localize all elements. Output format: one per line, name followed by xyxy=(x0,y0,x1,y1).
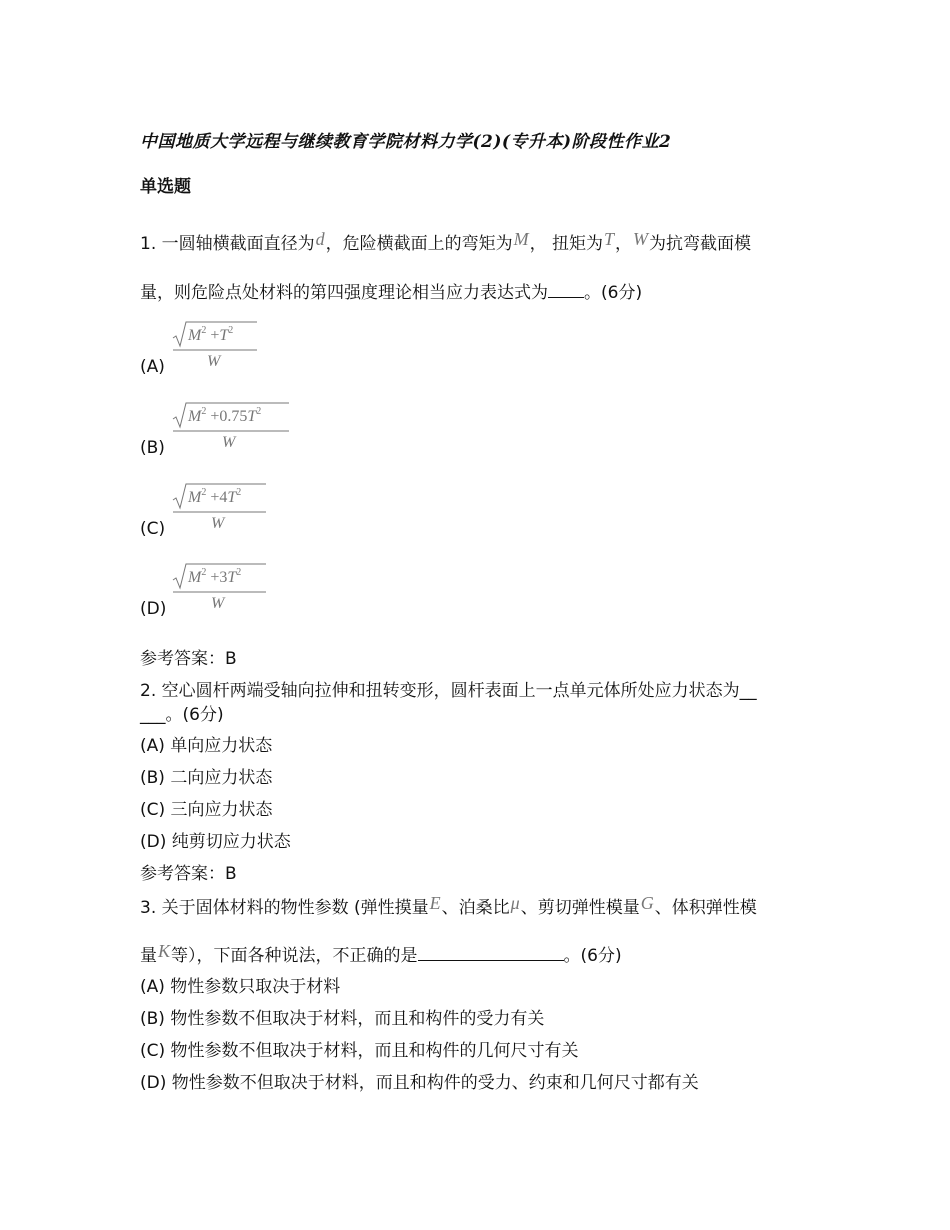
q1-text: ，危险横截面上的弯矩为 xyxy=(325,234,513,254)
denominator: W xyxy=(207,353,221,370)
q1-option-a-formula xyxy=(173,322,259,372)
q1-option-a-label: (A) xyxy=(140,357,165,377)
denominator: W xyxy=(211,595,225,612)
var-mu: μ xyxy=(510,893,520,913)
section-heading: 单选题 xyxy=(140,177,191,197)
q3-text: 3. 关于固体材料的物性参数 (弹性摸量 xyxy=(140,898,429,918)
q3-text: 等），下面各种说法，不正确的是 xyxy=(171,946,418,966)
answer-blank xyxy=(548,283,584,298)
q3-text: 、剪切弹性模量 xyxy=(520,898,640,918)
numerator: $M^2 +0.75T^2$ xyxy=(188,406,262,425)
numerator: $M^2 +3T^2$ xyxy=(188,567,242,586)
q3-option-a: (A) 物性参数只取决于材料 xyxy=(140,977,341,997)
q1-option-b-label: (B) xyxy=(140,438,165,458)
q1-option-b-formula xyxy=(173,403,291,453)
q1-text: 。(6分) xyxy=(584,283,643,303)
q1-text: 量，则危险点处材料的第四强度理论相当应力表达式为 xyxy=(140,283,548,303)
q2-option-d: (D) 纯剪切应力状态 xyxy=(140,832,291,852)
q3-option-d: (D) 物性参数不但取决于材料，而且和构件的受力、约束和几何尺寸都有关 xyxy=(140,1073,699,1093)
denominator: W xyxy=(222,434,236,451)
q1-option-d-formula xyxy=(173,564,268,614)
q1-option-c-formula xyxy=(173,484,268,534)
numerator: $M^2 +4T^2$ xyxy=(188,487,242,506)
numerator: $M^2 +T^2$ xyxy=(188,325,234,344)
var-W: W xyxy=(633,229,649,249)
q2-option-a: (A) 单向应力状态 xyxy=(140,736,273,756)
q3-option-c: (C) 物性参数不但取决于材料，而且和构件的几何尺寸有关 xyxy=(140,1041,579,1061)
denominator: W xyxy=(211,515,225,532)
var-M: M xyxy=(513,229,529,249)
q3-stem-line1 xyxy=(140,893,757,918)
q3-stem-line2 xyxy=(140,941,622,966)
answer-blank xyxy=(418,946,564,961)
var-d: d xyxy=(315,229,325,249)
q1-stem-line1 xyxy=(140,229,751,254)
var-G: G xyxy=(640,893,654,913)
q1-text: ， 扭矩为 xyxy=(529,234,604,254)
q1-text: 为抗弯截面模 xyxy=(649,234,752,254)
q3-text: 量 xyxy=(140,946,157,966)
q3-text: 、体积弹性模 xyxy=(654,898,757,918)
q2-answer: 参考答案：B xyxy=(140,864,237,884)
q2-option-c: (C) 三向应力状态 xyxy=(140,800,273,820)
document-title: 中国地质大学远程与继续教育学院材料力学(2)(专升本)阶段性作业2 xyxy=(140,132,672,152)
q1-option-c-label: (C) xyxy=(140,519,166,539)
q1-text: 1. 一圆轴横截面直径为 xyxy=(140,234,315,254)
var-T: T xyxy=(604,229,615,249)
var-E: E xyxy=(429,893,441,913)
var-K: K xyxy=(158,941,171,961)
q2-stem-line1: 2. 空心圆杆两端受轴向拉伸和扭转变形，圆杆表面上一点单元体所处应力状态为__ xyxy=(140,681,757,701)
q3-text: 、泊桑比 xyxy=(441,898,510,918)
q1-option-d-label: (D) xyxy=(140,599,167,619)
q2-option-b: (B) 二向应力状态 xyxy=(140,768,273,788)
q1-text: ， xyxy=(615,234,633,254)
q1-stem-line2 xyxy=(140,278,642,303)
q3-option-b: (B) 物性参数不但取决于材料，而且和构件的受力有关 xyxy=(140,1009,545,1029)
q3-text: 。(6分) xyxy=(563,946,622,966)
q1-answer: 参考答案：B xyxy=(140,649,237,669)
q2-stem-line2: ___。(6分) xyxy=(140,705,224,725)
